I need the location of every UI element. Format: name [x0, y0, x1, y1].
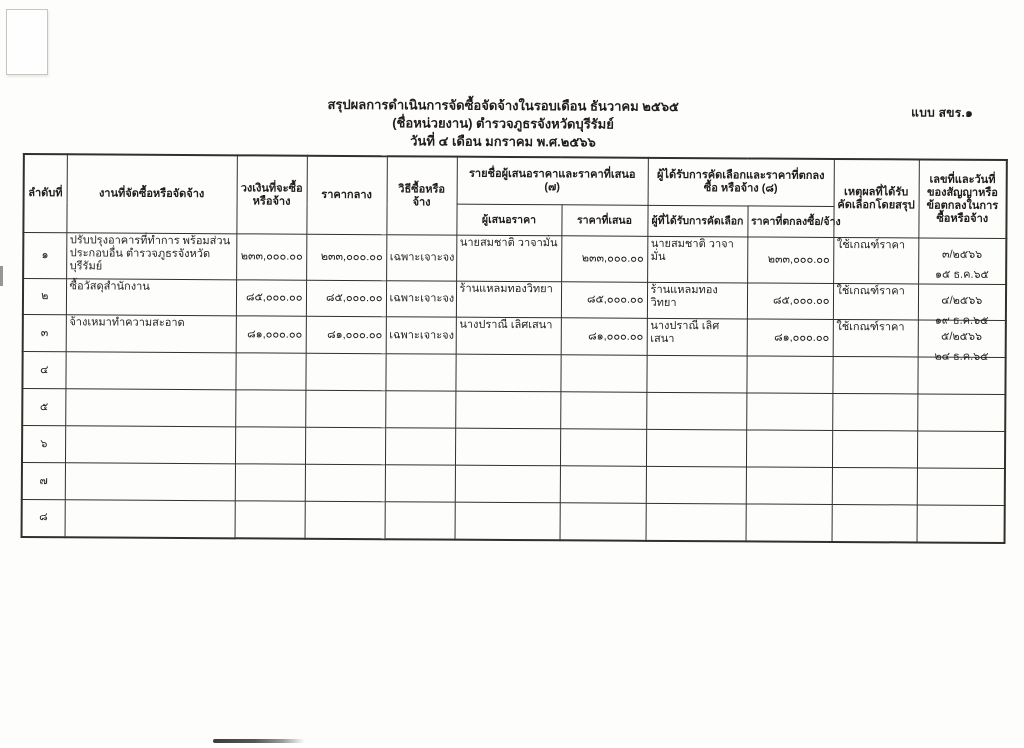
cell-offered-price: [560, 503, 646, 541]
cell-reason: [832, 393, 917, 431]
header-no: ลำดับที่: [23, 154, 66, 233]
cell-bidder: [455, 354, 560, 392]
cell-method: เฉพาะเจาะจง: [386, 235, 456, 281]
header-agreed-price: ราคาที่ตกลงซื้อ/จ้าง: [747, 206, 833, 238]
contract-number: ๓/๒๕๖๖: [922, 249, 1003, 262]
cell-contract: [917, 394, 1005, 432]
cell-selected: [646, 355, 746, 393]
cell-job: [65, 463, 235, 501]
cell-no: ๒: [23, 279, 66, 315]
cell-reason: ใช้เกณฑ์ราคา: [833, 237, 918, 284]
header-job: งานที่จัดซื้อหรือจัดจ้าง: [66, 154, 236, 234]
table-row: [23, 233, 1006, 285]
cell-no: ๑: [23, 233, 66, 279]
document-date-line: วันที่ ๔ เดือน มกราคม พ.ศ.๒๕๖๖: [21, 130, 985, 154]
cell-contract: [918, 238, 1006, 285]
cell-median-price: ๘๑,๐๐๐.๐๐: [306, 316, 386, 353]
cell-offered-price: [560, 466, 646, 504]
document-title: สรุปผลการดำเนินการจัดซื้อจัดจ้างในรอบเดือน ธันวาคม ๒๕๖๕: [21, 94, 985, 118]
cell-offered-price: [560, 429, 646, 467]
cell-bidder: นายสมชาติ วาจามั่น: [456, 235, 561, 282]
scan-artifact-bottom: [213, 739, 305, 743]
contract-number-and-date: [921, 295, 1002, 328]
contract-date: ๑๕ ธ.ค.๖๕: [922, 269, 1003, 282]
cell-offered-price: [560, 392, 646, 430]
cell-bidder: [455, 428, 560, 466]
header-selected: ผู้ที่ได้รับการคัดเลือก: [647, 205, 747, 237]
cell-offered-price: ๘๕,๐๐๐.๐๐: [561, 282, 647, 319]
cell-contract: [917, 431, 1005, 469]
document-title-block: [21, 94, 985, 154]
cell-no: ๕: [22, 389, 65, 426]
agency-name-line: (ชื่อหน่วยงาน) ตำรวจภูธรจังหวัดบุรีรัมย์: [21, 112, 985, 136]
cell-job: [65, 352, 235, 390]
contract-number: ๕/๒๕๖๖: [921, 331, 1002, 344]
cell-median-price: [305, 464, 385, 501]
cell-selected: [646, 429, 746, 467]
cell-job: จ้างเหมาทำความสะอาด: [66, 315, 236, 353]
header-contract: เลขที่และวันที่ ของสัญญาหรือ ข้อตกลงในการ ซื้อหรือจ้าง: [918, 159, 1006, 238]
cell-method: [385, 391, 455, 428]
procurement-summary-table: [21, 153, 1008, 544]
cell-agreed-price: [746, 467, 832, 505]
cell-method: เฉพาะเจาะจง: [386, 281, 456, 317]
cell-agreed-price: [746, 356, 832, 394]
cell-budget: [235, 427, 305, 464]
contract-number-and-date: [921, 368, 1002, 375]
cell-selected: ร้านแหลมทองวิทยา: [647, 282, 747, 319]
header-method: วิธีซื้อหรือจ้าง: [386, 156, 456, 235]
contract-number-and-date: [921, 331, 1002, 364]
cell-budget: [235, 501, 305, 538]
cell-job: ซื้อวัสดุสำนักงาน: [66, 279, 236, 316]
cell-contract: [917, 505, 1005, 543]
contract-number-and-date: [921, 404, 1002, 411]
contract-number-and-date: [920, 478, 1001, 485]
cell-reason: ใช้เกณฑ์ราคา: [833, 319, 918, 357]
cell-reason: [832, 467, 917, 505]
contract-number-and-date: [920, 515, 1001, 522]
table-row: [22, 389, 1005, 432]
cell-bidder: [455, 502, 560, 540]
table-row: [22, 352, 1005, 395]
table-row: [23, 279, 1006, 321]
contract-number-and-date: [922, 249, 1003, 282]
header-offered-price: ราคาที่เสนอ: [561, 205, 647, 237]
table-row: [23, 315, 1006, 358]
table-body: [22, 233, 1007, 543]
cell-reason: [832, 356, 917, 394]
cell-median-price: [305, 390, 385, 427]
cell-bidder: [455, 465, 560, 503]
cell-budget: [235, 353, 305, 390]
header-reason: เหตุผลที่ได้รับ คัดเลือกโดยสรุป: [833, 159, 918, 238]
header-bidders-group: รายชื่อผู้เสนอราคาและราคาที่เสนอ (๗): [457, 157, 648, 206]
cell-no: ๘: [22, 500, 65, 537]
cell-median-price: [305, 353, 385, 390]
header-median-price: ราคากลาง: [306, 156, 386, 235]
cell-offered-price: ๘๑,๐๐๐.๐๐: [561, 318, 647, 356]
cell-agreed-price: [746, 430, 832, 468]
cell-reason: ใช้เกณฑ์ราคา: [833, 283, 918, 320]
cell-median-price: [305, 427, 385, 464]
table-row: [22, 426, 1005, 469]
cell-contract: [917, 468, 1005, 506]
contract-date: ๒๔ ธ.ค.๖๕: [921, 351, 1002, 364]
form-code-label: แบบ สขร.๑: [911, 103, 973, 122]
cell-median-price: ๘๕,๐๐๐.๐๐: [306, 280, 386, 316]
cell-budget: [235, 390, 305, 427]
cell-agreed-price: ๘๕,๐๐๐.๐๐: [747, 283, 833, 320]
cell-contract: [918, 284, 1006, 321]
cell-method: [385, 354, 455, 391]
cell-selected: นางปราณี เลิศเสนา: [647, 318, 747, 356]
cell-no: ๗: [22, 463, 65, 500]
cell-budget: [235, 464, 305, 501]
cell-agreed-price: [746, 393, 832, 431]
cell-bidder: นางปราณี เลิศเสนา: [456, 317, 561, 355]
table-row: [22, 463, 1005, 506]
cell-selected: [646, 392, 746, 430]
cell-no: ๖: [22, 426, 65, 463]
cell-job: ปรับปรุงอาคารที่ทำการ พร้อมส่วนประกอบอื่น ตำรวจภูธรจังหวัดบุรีรัมย์: [66, 233, 236, 280]
cell-agreed-price: [746, 504, 832, 542]
cell-job: [65, 426, 235, 464]
cell-method: เฉพาะเจาะจง: [386, 317, 456, 354]
table-header: [23, 154, 1006, 239]
cell-selected: [646, 466, 746, 504]
header-bidder: ผู้เสนอราคา: [456, 204, 561, 236]
cell-offered-price: [560, 355, 646, 393]
cell-budget: ๘๕,๐๐๐.๐๐: [236, 280, 306, 316]
cell-method: [385, 428, 455, 465]
header-selected-group: ผู้ได้รับการคัดเลือกและราคาที่ตกลงซื้อ หรือจ้าง (๘): [648, 158, 834, 207]
cell-selected: [646, 503, 746, 541]
cell-budget: ๘๑,๐๐๐.๐๐: [236, 316, 306, 353]
cell-bidder: [455, 391, 560, 429]
cell-reason: [832, 430, 917, 468]
cell-method: [385, 465, 455, 502]
cell-agreed-price: ๘๑,๐๐๐.๐๐: [747, 319, 833, 357]
cell-median-price: [305, 501, 385, 538]
cell-median-price: ๒๓๓,๐๐๐.๐๐: [306, 234, 386, 280]
cell-job: [65, 389, 235, 427]
contract-number-and-date: [921, 441, 1002, 448]
contract-number: ๔/๒๕๖๖: [921, 295, 1002, 308]
contract-date: ๑๙ ธ.ค.๖๕: [921, 315, 1002, 328]
cell-agreed-price: ๒๓๓,๐๐๐.๐๐: [747, 237, 833, 284]
cell-method: [385, 502, 455, 539]
cell-no: ๓: [23, 315, 66, 352]
table-row: [22, 500, 1005, 543]
cell-no: ๔: [22, 352, 65, 389]
cell-bidder: ร้านแหลมทองวิทยา: [456, 281, 561, 318]
cell-selected: นายสมชาติ วาจามั่น: [647, 236, 747, 283]
cell-offered-price: ๒๓๓,๐๐๐.๐๐: [561, 236, 647, 283]
cell-job: [65, 500, 235, 538]
cell-reason: [832, 504, 917, 542]
cell-budget: ๒๓๓,๐๐๐.๐๐: [236, 234, 306, 280]
header-budget: วงเงินที่จะซื้อ หรือจ้าง: [236, 155, 306, 234]
